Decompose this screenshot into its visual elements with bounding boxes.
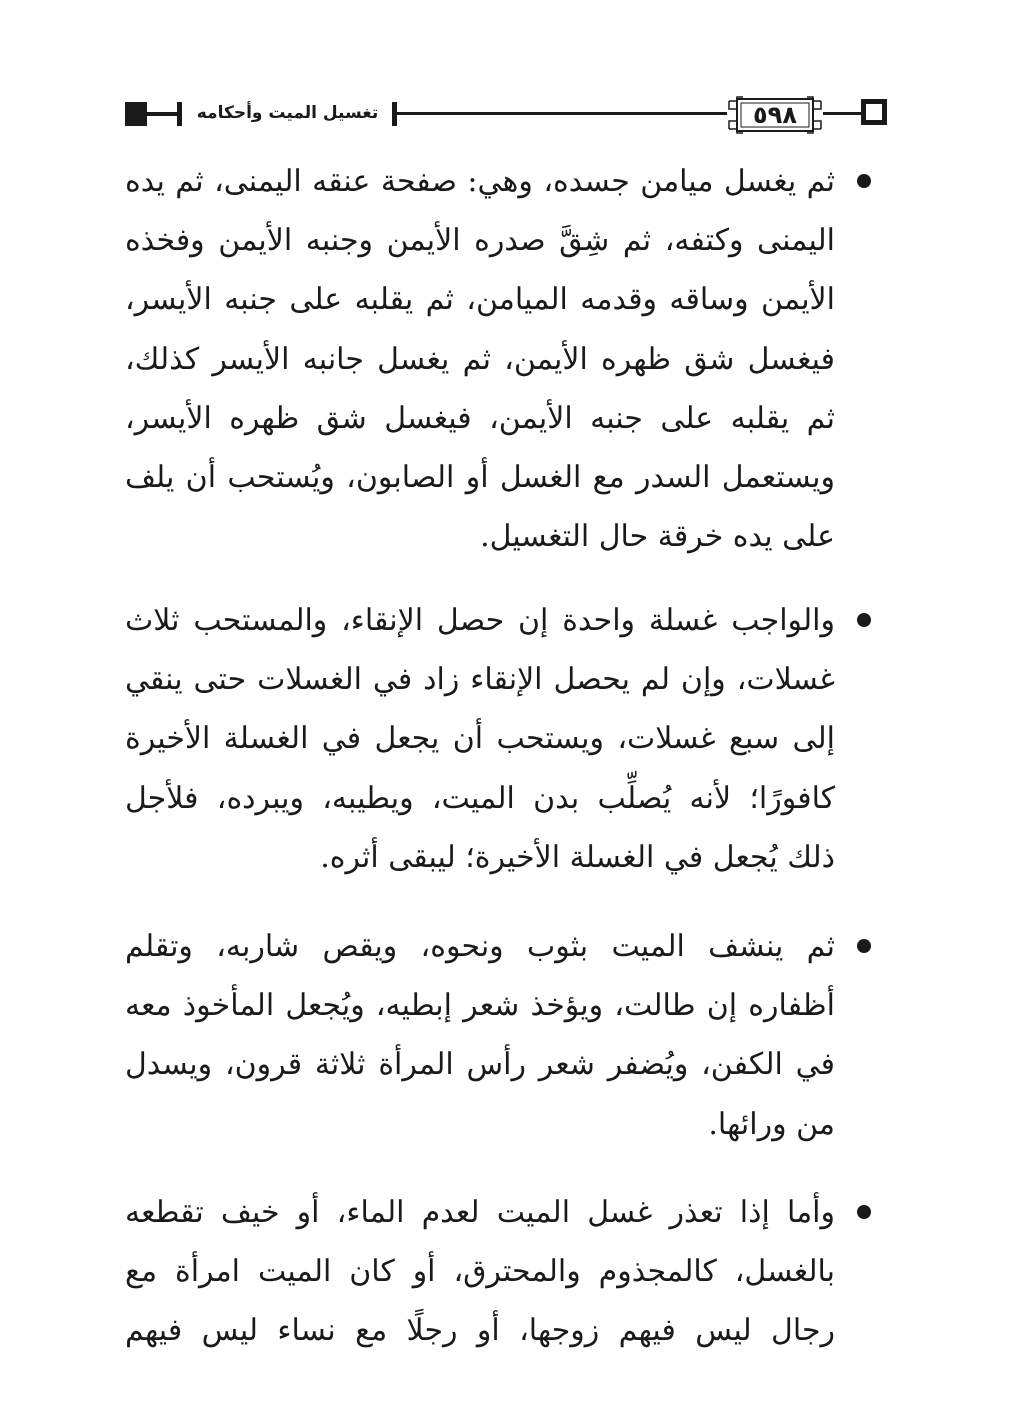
bullet-icon <box>857 939 871 953</box>
bullet-icon <box>857 174 871 188</box>
text-line: ثم يقلبه على جنبه الأيمن، فيغسل شق ظهره الأيسر، <box>125 400 835 436</box>
header-right-ornament <box>861 99 887 125</box>
paragraph-1 <box>125 152 835 566</box>
running-title: تغسيل الميت وأحكامه <box>196 103 379 123</box>
text-line: الأيمن وساقه وقدمه الميامن، ثم يقلبه على جنبه الأيسر، <box>125 282 835 318</box>
text-line: غسلات، وإن لم يحصل الإنقاء زاد في الغسلات حتى ينقي <box>125 662 835 698</box>
header-middle-rule <box>397 112 727 115</box>
header-left-ornament <box>125 102 147 126</box>
text-line: رجال ليس فيهم زوجها، أو رجلًا مع نساء ليس فيهم <box>125 1313 835 1349</box>
text-line: وأما إذا تعذر غسل الميت لعدم الماء، أو خيف تقطعه <box>125 1195 835 1230</box>
page-number: ٥٩٨ <box>753 101 797 129</box>
paragraph-3 <box>125 917 835 1154</box>
text-line: اليمنى وكتفه، ثم شِقَّ صدره الأيمن وجنبه الأيمن وفخذه <box>125 223 835 259</box>
bullet-icon <box>857 1205 871 1219</box>
text-line: ثم يغسل ميامن جسده، وهي: صفحة عنقه اليمنى، ثم يده <box>125 164 835 199</box>
text-line: في الكفن، ويُضفر شعر رأس المرأة ثلاثة قرون، ويسدل <box>125 1047 835 1083</box>
text-line: ثم ينشف الميت بثوب ونحوه، ويقص شاربه، وتقلم <box>125 929 835 964</box>
text-line: أظفاره إن طالت، ويؤخذ شعر إبطيه، ويُجعل المأخوذ معه <box>125 988 835 1024</box>
text-line: بالغسل، كالمجذوم والمحترق، أو كان الميت امرأة مع <box>125 1254 835 1290</box>
paragraph-2 <box>125 591 835 887</box>
header-left-bar <box>177 102 182 126</box>
text-line: كافورًا؛ لأنه يُصلِّب بدن الميت، ويطيبه، ويبرده، فلأجل <box>125 780 835 816</box>
text-line: على يده خرقة حال التغسيل. <box>480 519 835 555</box>
header-left-rule <box>147 112 177 116</box>
text-line: والواجب غسلة واحدة إن حصل الإنقاء، والمستحب ثلاث <box>125 603 835 638</box>
header-right-rule <box>823 112 861 115</box>
text-line: من ورائها. <box>708 1106 835 1142</box>
page-number-frame <box>727 95 823 135</box>
text-line: إلى سبع غسلات، ويستحب أن يجعل في الغسلة الأخيرة <box>125 721 835 757</box>
bullet-icon <box>857 613 871 627</box>
text-line: فيغسل شق ظهره الأيمن، ثم يغسل جانبه الأيسر كذلك، <box>125 341 835 377</box>
paragraph-4 <box>125 1183 835 1361</box>
text-line: ذلك يُجعل في الغسلة الأخيرة؛ ليبقى أثره. <box>320 839 835 875</box>
running-header <box>0 0 1015 160</box>
text-line: ويستعمل السدر مع الغسل أو الصابون، ويُستحب أن يلف <box>125 459 835 495</box>
